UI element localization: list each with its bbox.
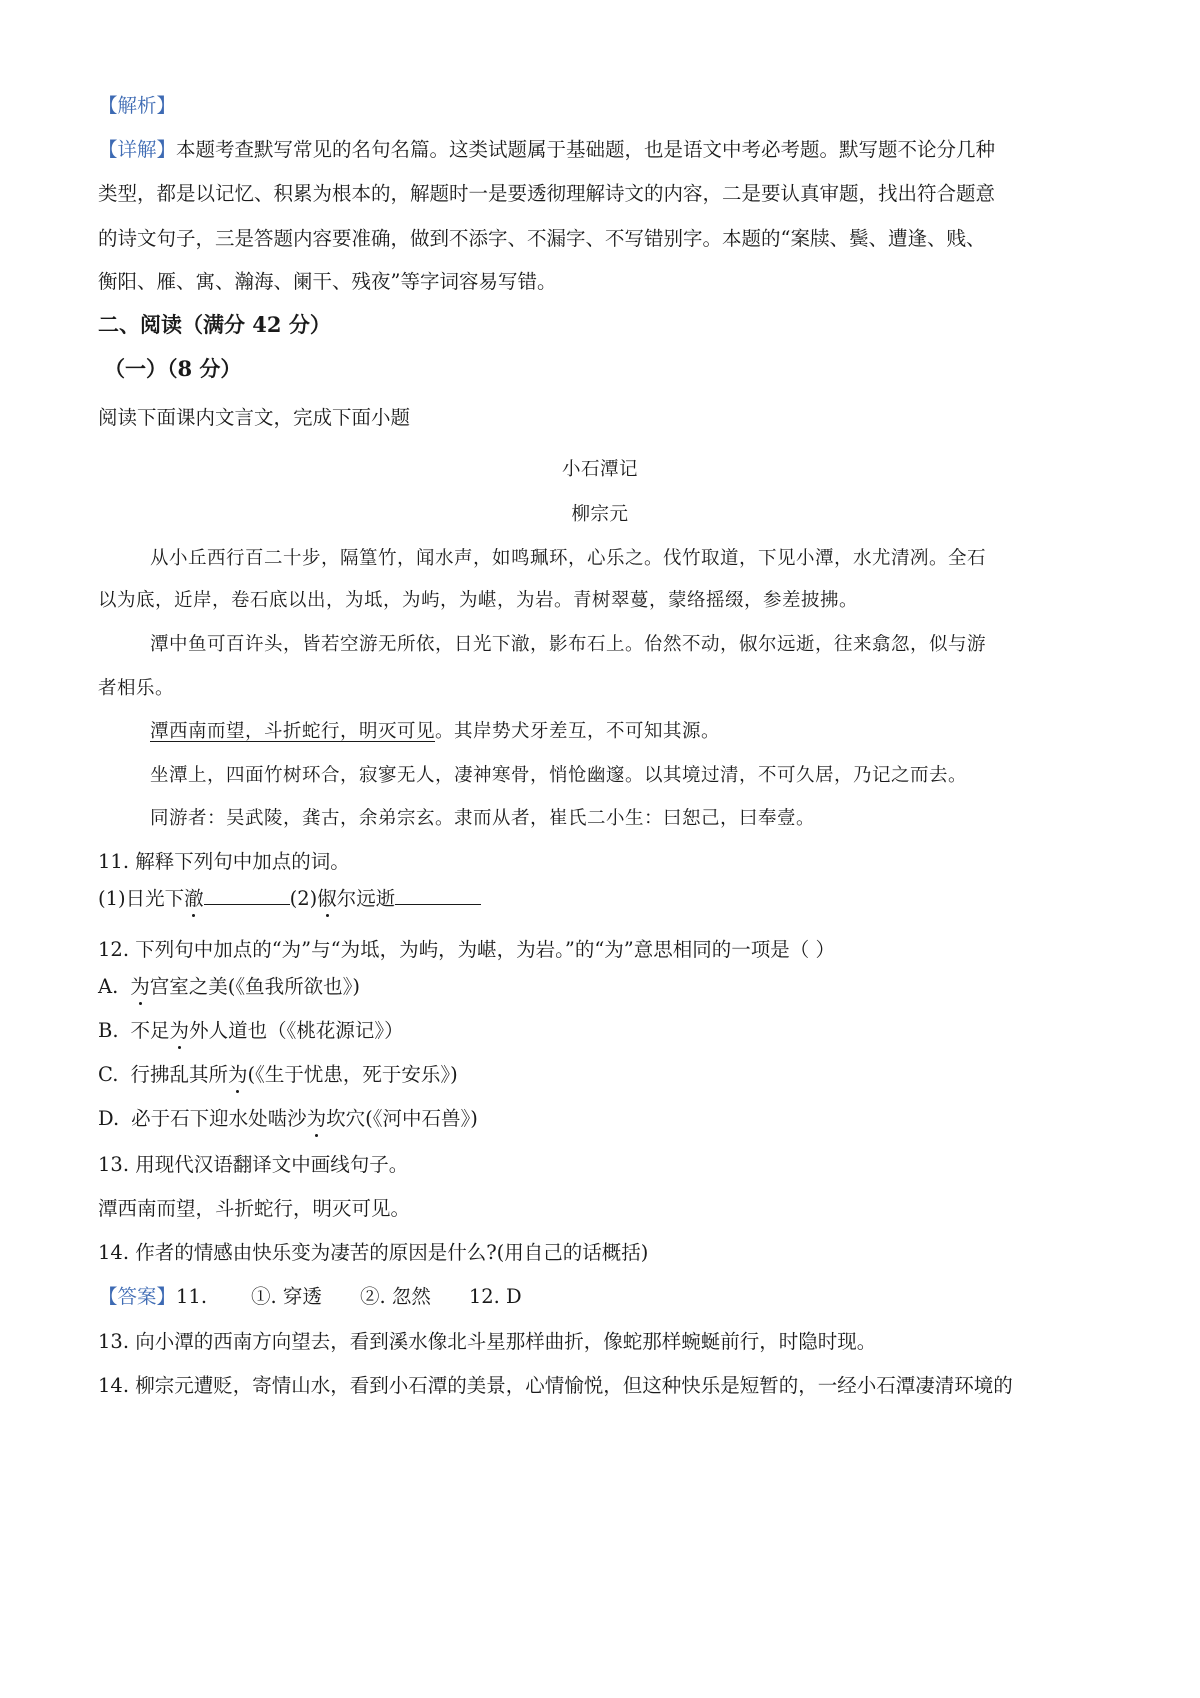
option-text: (《生于忧患，死于安乐》) xyxy=(247,1063,458,1086)
q12-option-b xyxy=(98,1018,1108,1044)
q11-item2-text: (2) xyxy=(289,887,318,910)
q12-option-d xyxy=(98,1106,1108,1132)
detail-text-1: 本题考查默写常见的名句名篇。这类试题属于基础题，也是语文中考必考题。默写题不论分几种 xyxy=(176,138,996,161)
option-text-pre: 必于石下迎水处啮沙 xyxy=(131,1107,307,1130)
question-12: 12. 下列句中加点的“为”与“为坻，为屿，为嵁，为岩。”的“为”意思相同的一项是（ ） xyxy=(98,938,835,961)
passage-p4: 坐潭上，四面竹树环合，寂寥无人，凄神寒骨，悄怆幽邃。以其境过清，不可久居，乃记之而去。 xyxy=(150,765,968,786)
option-text: 宫室之美(《鱼我所欲也》) xyxy=(149,975,361,998)
option-label: C. xyxy=(98,1063,119,1086)
section-subheading: （一）（8 分） xyxy=(104,356,242,381)
q11-blank-1[interactable] xyxy=(204,886,290,905)
dotted-word: 为 xyxy=(227,1063,248,1086)
dotted-word: 为 xyxy=(169,1019,190,1042)
passage-p2-line-2: 者相乐。 xyxy=(98,678,175,699)
q12-option-a xyxy=(98,974,1108,1000)
option-text: 外人道也（《桃花源记》） xyxy=(189,1019,404,1042)
q11-item2-post: 尔远逝 xyxy=(336,887,396,910)
passage-p1-line-1: 从小丘西行百二十步，隔篁竹，闻水声，如鸣珮环，心乐之。伐竹取道，下见小潭，水尤清冽。全石 xyxy=(150,548,987,569)
underlined-sentence: 潭西南而望，斗折蛇行，明灭可见 xyxy=(150,721,436,742)
option-text: 坎穴(《河中石兽》) xyxy=(326,1107,478,1130)
question-13-sentence: 潭西南而望，斗折蛇行，明灭可见。 xyxy=(98,1197,411,1220)
passage-title: 小石潭记 xyxy=(561,459,638,480)
question-11-items xyxy=(98,886,1108,912)
detail-line-1 xyxy=(98,137,1108,163)
detail-line-2: 类型，都是以记忆、积累为根本的，解题时一是要透彻理解诗文的内容，二是要认真审题，找出符合题意 xyxy=(98,182,996,205)
answer-13: 13. 向小潭的西南方向望去，看到溪水像北斗星那样曲折，像蛇那样蜿蜒前行，时隐时现。 xyxy=(98,1330,877,1353)
answer-11-1: ①. 穿透 xyxy=(251,1285,322,1308)
passage-p1-line-2: 以为底，近岸，卷石底以出，为坻，为屿，为嵁，为岩。青树翠蔓，蒙络摇缀，参差披拂。 xyxy=(98,590,859,611)
answer-line-1 xyxy=(98,1284,1108,1310)
q11-item1-dotted-word: 澈 xyxy=(184,887,204,910)
passage-p3-rest: 。其岸势犬牙差互，不可知其源。 xyxy=(435,721,721,742)
question-13: 13. 用现代汉语翻译文中画线句子。 xyxy=(98,1153,409,1176)
answer-label: 【答案】 xyxy=(98,1285,177,1308)
option-label: A. xyxy=(98,975,119,998)
passage-p2-line-1: 潭中鱼可百许头，皆若空游无所依，日光下澈，影布石上。佁然不动，俶尔远逝，往来翕忽，似与游 xyxy=(150,634,987,655)
option-text-pre: 不足 xyxy=(130,1019,170,1042)
q11-item1-text: (1)日光下 xyxy=(98,887,185,910)
q11-blank-2[interactable] xyxy=(395,886,481,905)
answer-12: 12. D xyxy=(468,1285,522,1308)
q12-option-c xyxy=(98,1062,1108,1088)
dotted-word: 为 xyxy=(130,975,150,998)
question-14: 14. 作者的情感由快乐变为凄苦的原因是什么?(用自己的话概括) xyxy=(98,1241,649,1264)
q11-item2-dotted-word: 俶 xyxy=(317,887,337,910)
section-heading: 二、阅读（满分 42 分） xyxy=(98,312,331,337)
passage-p3 xyxy=(150,719,1160,745)
detail-line-4: 衡阳、雁、寓、瀚海、阑干、残夜”等字词容易写错。 xyxy=(98,270,557,293)
detail-line-3: 的诗文句子，三是答题内容要准确，做到不添字、不漏字、不写错别字。本题的“案牍、鬓、遭逢、贱、 xyxy=(98,227,986,250)
option-label: D. xyxy=(98,1107,120,1130)
question-11: 11. 解释下列句中加点的词。 xyxy=(98,850,350,873)
detail-label: 【详解】 xyxy=(98,138,177,161)
passage-author: 柳宗元 xyxy=(571,504,629,525)
answer-11-number: 11. xyxy=(176,1285,208,1308)
answer-11-2: ②. 忽然 xyxy=(359,1285,431,1308)
answer-14: 14. 柳宗元遭贬，寄情山水，看到小石潭的美景，心情愉悦，但这种快乐是短暂的，一经小石潭凄清环境的 xyxy=(98,1374,1013,1397)
section-instruction: 阅读下面课内文言文，完成下面小题 xyxy=(98,406,411,429)
dotted-word: 为 xyxy=(306,1107,327,1130)
analysis-label: 【解析】 xyxy=(98,94,177,117)
option-label: B. xyxy=(98,1019,119,1042)
passage-p5: 同游者：吴武陵，龚古，余弟宗玄。隶而从者，崔氏二小生：曰恕己，曰奉壹。 xyxy=(150,808,816,829)
option-text-pre: 行拂乱其所 xyxy=(130,1063,228,1086)
